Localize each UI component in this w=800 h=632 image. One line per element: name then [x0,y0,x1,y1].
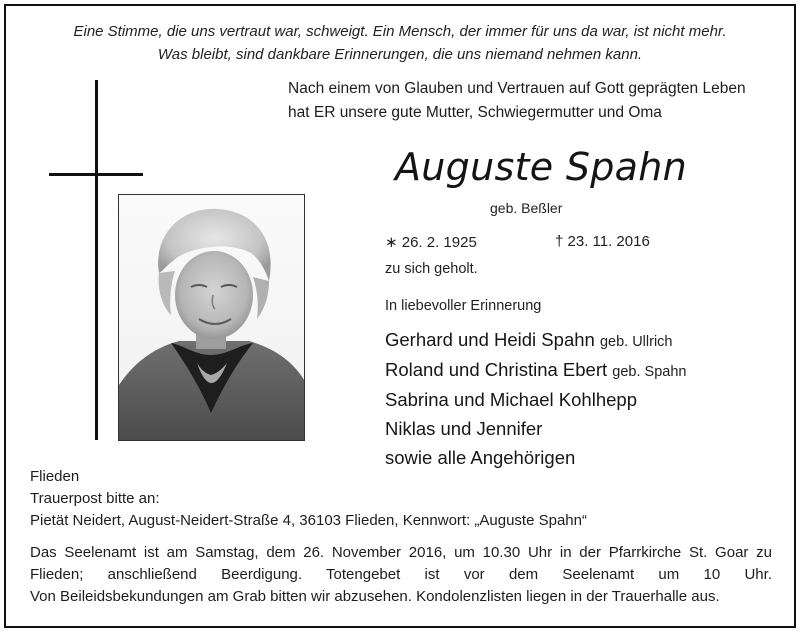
mourner-names: Sabrina und Michael Kohlhepp [385,389,637,410]
mail-label: Trauerpost bitte an: [30,490,160,507]
portrait-photo [118,194,305,441]
mourner-line [385,447,575,469]
mourner-names: Gerhard und Heidi Spahn [385,329,595,350]
intro-line-2: hat ER unsere gute Mutter, Schwiegermutter und Oma [288,104,662,121]
deceased-name: Auguste Spahn [395,145,688,189]
mourner-line [385,418,542,440]
service-line-1: Das Seelenamt ist am Samstag, dem 26. November 2016, um 10.30 Uhr in der Pfarrkirche St. Goar zu [30,544,772,561]
memory-heading: In liebevoller Erinnerung [385,298,542,314]
birth-date: ∗ 26. 2. 1925 [385,234,477,251]
cross-vertical-bar [95,80,98,440]
mourner-names: Niklas und Jennifer [385,418,543,439]
motto-line-2: Was bleibt, sind dankbare Erinnerungen, die uns niemand nehmen kann. [157,46,643,63]
place-text: Flieden [30,468,80,485]
motto-line-1: Eine Stimme, die uns vertraut war, schweigt. Ein Mensch, der immer für uns da war, ist nicht mehr. [73,23,727,40]
mail-address: Pietät Neidert, August-Neidert-Straße 4, 36103 Flieden, Kennwort: „Auguste Spahn“ [30,512,587,529]
mourner-line [385,389,637,411]
cross-horizontal-bar [49,173,143,176]
called-home-text: zu sich geholt. [385,261,478,277]
mourner-names: Roland und Christina Ebert [385,359,608,380]
mourner-note: geb. Spahn [612,364,687,380]
mourner-note: geb. Ullrich [599,334,673,350]
service-line-2: Flieden; anschließend Beerdigung. Totengebet ist vor dem Seelenamt um 10 Uhr. [30,566,772,583]
service-line-3: Von Beileidsbekundungen am Grab bitten wir abzusehen. Kondolenzlisten liegen in der Trauerhalle aus. [30,588,720,605]
mourner-line [385,329,672,351]
death-date: † 23. 11. 2016 [555,233,650,250]
mourner-line [385,359,686,381]
maiden-name: geb. Beßler [490,200,563,216]
intro-line-1: Nach einem von Glauben und Vertrauen auf Gott geprägten Leben [288,80,746,97]
service-paragraph [30,542,772,608]
mourner-names: sowie alle Angehörigen [385,447,576,468]
portrait-illustration [119,195,305,441]
